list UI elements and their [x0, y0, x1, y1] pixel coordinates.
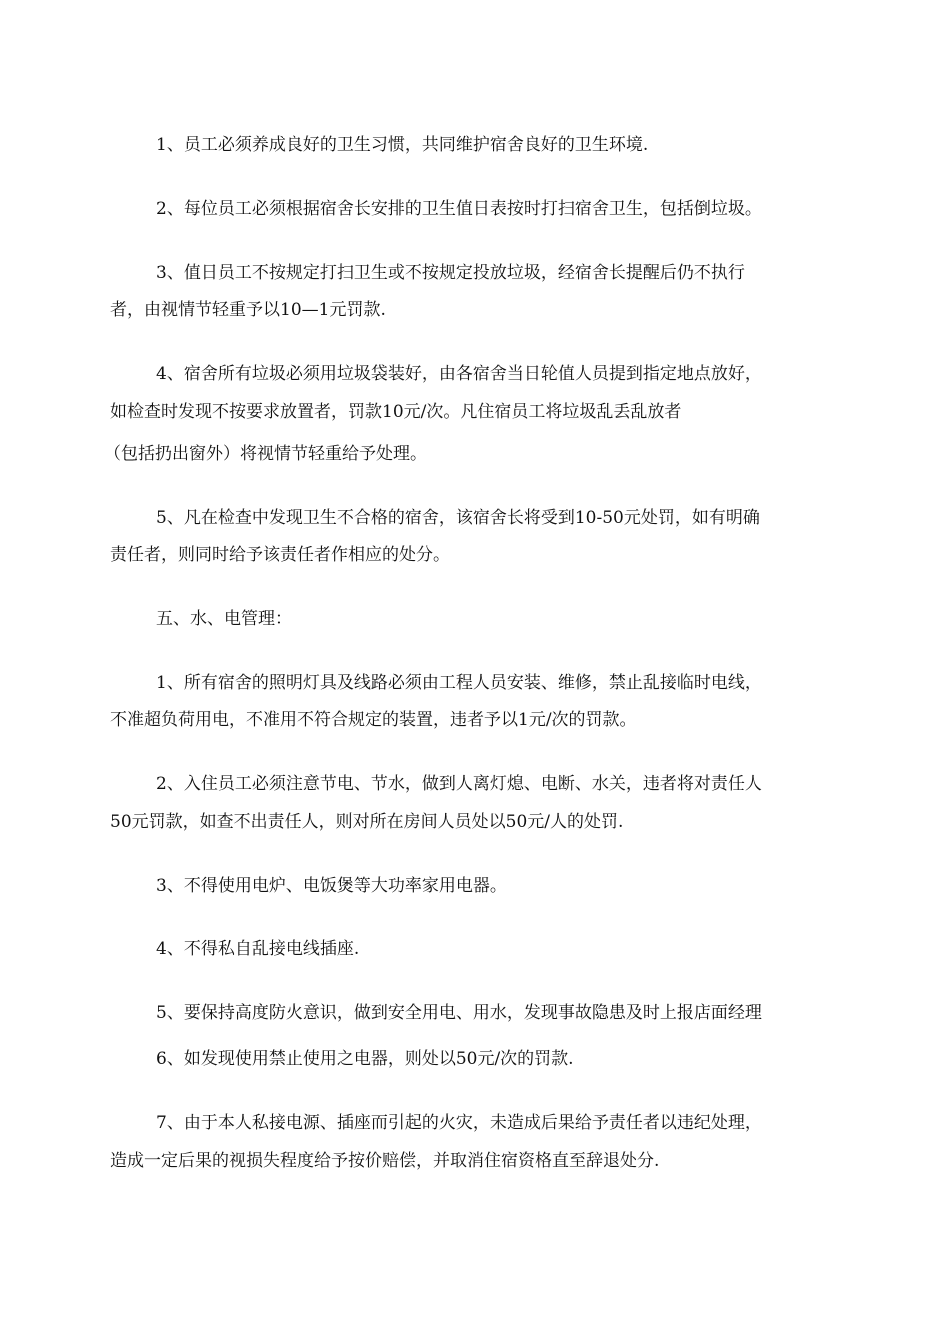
rule-hygiene-3-line-1: 3、值日员工不按规定打扫卫生或不按规定投放垃圾，经宿舍长提醒后仍不执行: [156, 263, 745, 283]
rule-hygiene-5-line-1: 5、凡在检查中发现卫生不合格的宿舍，该宿舍长将受到10-50元处罚，如有明确: [156, 508, 760, 528]
rule-power-3: 3、不得使用电炉、电饭煲等大功率家用电器。: [156, 876, 507, 896]
rule-power-4: 4、不得私自乱接电线插座.: [156, 939, 360, 959]
rule-power-2-line-1: 2、入住员工必须注意节电、节水，做到人离灯熄、电断、水关，违者将对责任人: [156, 774, 762, 794]
section-heading-water-electricity: 五、水、电管理：: [156, 609, 292, 629]
rule-hygiene-5-line-2: 责任者，则同时给予该责任者作相应的处分。: [110, 545, 450, 565]
rule-power-1-line-1: 1、所有宿舍的照明灯具及线路必须由工程人员安装、维修，禁止乱接临时电线，: [156, 673, 762, 693]
rule-hygiene-2: 2、每位员工必须根据宿舍长安排的卫生值日表按时打扫宿舍卫生，包括倒垃圾。: [156, 199, 762, 219]
rule-power-2-line-2: 50元罚款，如查不出责任人，则对所在房间人员处以50元/人的处罚.: [110, 812, 624, 832]
rule-power-1-line-2: 不准超负荷用电，不准用不符合规定的装置，违者予以1元/次的罚款。: [110, 710, 637, 730]
rule-power-7-line-2: 造成一定后果的视损失程度给予按价赔偿，并取消住宿资格直至辞退处分.: [110, 1151, 660, 1171]
rule-power-6: 6、如发现使用禁止使用之电器，则处以50元/次的罚款.: [156, 1049, 574, 1069]
rule-hygiene-4-line-3: （包括扔出窗外）将视情节轻重给予处理。: [104, 444, 427, 464]
rule-power-5: 5、要保持高度防火意识，做到安全用电、用水，发现事故隐患及时上报店面经理: [156, 1003, 762, 1023]
rule-hygiene-4-line-1: 4、宿舍所有垃圾必须用垃圾袋装好，由各宿舍当日轮值人员提到指定地点放好，: [156, 364, 762, 384]
rule-hygiene-1: 1、员工必须养成良好的卫生习惯，共同维护宿舍良好的卫生环境.: [156, 135, 649, 155]
rule-hygiene-3-line-2: 者，由视情节轻重予以10—1元罚款.: [110, 300, 386, 320]
rule-power-7-line-1: 7、由于本人私接电源、插座而引起的火灾，未造成后果给予责任者以违纪处理，: [156, 1113, 762, 1133]
rule-hygiene-4-line-2: 如检查时发现不按要求放置者，罚款10元/次。凡住宿员工将垃圾乱丢乱放者: [110, 402, 682, 422]
